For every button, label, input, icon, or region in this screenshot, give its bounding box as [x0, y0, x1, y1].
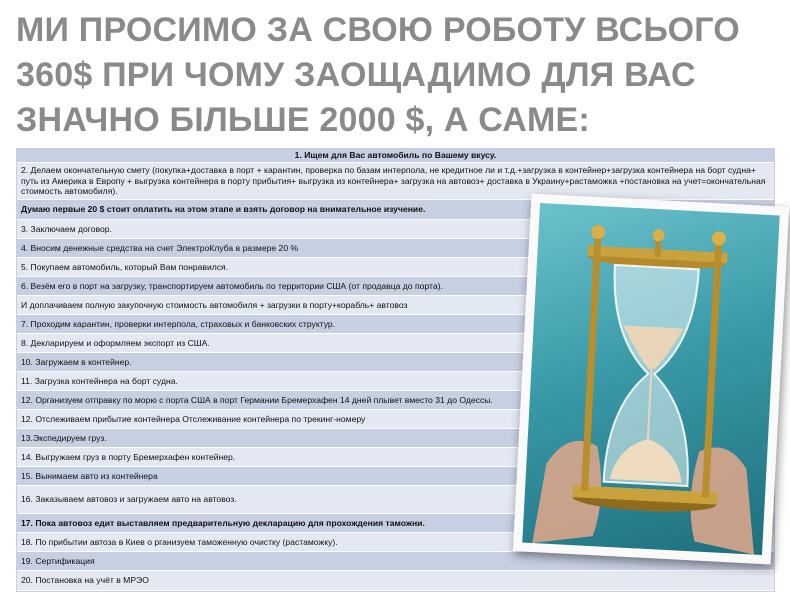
step-row: 20. Постановка на учёт в МРЭО [17, 571, 774, 591]
step-row: 12. Отслеживаем прибытие контейнера Отслеживание контейнера по трекинг-номеру [17, 410, 774, 429]
step-row: 15. Вынимаем авто из контейнера [17, 467, 774, 486]
step-row: 6. Везём его в порт на загрузку, транспортируем автомобиль по территории США (от продавца до порта). [17, 277, 774, 296]
headline-line-2: 360$ ПРИ ЧОМУ ЗАОЩАДИМО ДЛЯ ВАС [16, 56, 696, 94]
step-row: 8. Декларируем и оформляем экспорт из США. [17, 334, 774, 353]
step-row: 3. Заключаем договор. [17, 220, 774, 239]
hourglass-icon [522, 203, 779, 555]
step-row: 1. Ищем для Вас автомобиль по Вашему вкусу. [17, 149, 774, 163]
step-row: 17. Пока автовоз едит выставляем предварительную декларацию для прохождения таможни. [17, 514, 774, 533]
step-row: 5. Покупаем автомобиль, который Вам понравился. [17, 258, 774, 277]
step-row: 11. Загрузка контейнера на борт судна. [17, 372, 774, 391]
step-row: И доплачиваем полную закупочную стоимость автомобиля + загрузки в порту+корабль+ автовоз [17, 296, 774, 315]
step-row: Думаю первые 20 $ стоит оплатить на этом этапе и взять договор на внимательное изучение. [17, 200, 774, 220]
step-row: 4. Вносим денежные средства на счет ЭлектроКлуба в размере 20 % [17, 239, 774, 258]
step-row: 12. Организуем отправку по морю с порта США в порт Германии Бремерхафен 14 дней плывет вместо 31 до Одессы. [17, 391, 774, 410]
step-row: 13.Экспедируем груз. [17, 429, 774, 448]
step-row: 2. Делаем окончательную смету (покупка+доставка в порт + карантин, проверка по базам интерпола, не кредитное ли и т.д.+загрузка в контейнер+загрузка контейнера на борт судна+ путь из Америка в Европу + выгрузка контейнера в порту прибытия+ выгрузка из контейнера+ загрузка на автовоз+ доставка в Украину+растаможка +постановка на учет=окончательная стоимость автомобиля). [17, 163, 774, 200]
headline-line-3: ЗНАЧНО БІЛЬШЕ 2000 $, А САМЕ: [16, 101, 590, 139]
step-row: 7. Проходим карантин, проверки интерпола, страховых и банковских структур. [17, 315, 774, 334]
hourglass-photo [513, 193, 789, 564]
photo-background [522, 203, 779, 555]
step-row: 19. Сертификация [17, 552, 774, 571]
headline-line-1: МИ ПРОСИМО ЗА СВОЮ РОБОТУ ВСЬОГО [16, 11, 740, 49]
step-row: 18. По прибытии автоза в Киев о рганизуем таможенную очистку (растаможку). [17, 533, 774, 552]
step-row: 16. Заказываем автовоз и загружаем авто на автовоз. [17, 486, 774, 514]
step-row: 10. Загружаем в контейнер. [17, 353, 774, 372]
step-row: 14. Выгружаем груз в порту Бремерхафен контейнер. [17, 448, 774, 467]
page-headline [16, 8, 786, 143]
